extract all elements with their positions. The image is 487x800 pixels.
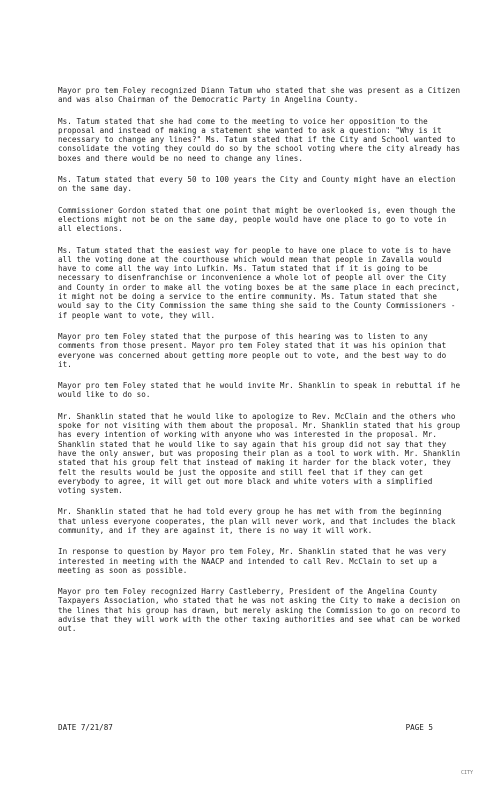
paragraph-shanklin-apology: Mr. Shanklin stated that he would like to apologize to Rev. McClain and the others who spoke for not visiting with them about the proposal. Mr. Shanklin stated that his group has every intention of working with anyone who was interested in the proposal. Mr. Shanklin stated that he would like to say again that his group did not say that they have the only answer, but was proposing their plan as a tool to work with. Mr. Shanklin stated that his group felt that instead of making it harder for the black voter, they felt the results would be just the opposite and still feel that if they can get everybody to agree, it will get out more black and white voters with a simplified voting system.	[58, 411, 461, 496]
paragraph-shanklin-naacp: In response to question by Mayor pro tem Foley, Mr. Shanklin stated that he was very interested in meeting with the NAACP and intended to call Rev. McClain to set up a meeting as soon as possible.	[58, 547, 447, 575]
paragraph-shanklin-cooperation: Mr. Shanklin stated that he had told every group he has met with from the beginning that unless everyone cooperates, the plan will never work, and that includes the black community, and if they are against it, there is no way it will work.	[58, 507, 456, 535]
footer-page-number: PAGE 5	[405, 723, 433, 732]
page-footer	[58, 723, 433, 732]
paragraph-tatum-courthouse: Ms. Tatum stated that the easiest way for people to have one place to vote is to have all the voting done at the courthouse which would mean that people in Zavalla would have to come all the way into Lufkin. Ms. Tatum stated that if it is going to be necessary to disenfranchise or inconvenience a whole lot of people all over the City and County in order to make all the voting boxes be at the same place in each precinct, it might not be doing a service to the entire community. Ms. Tatum stated that she would say to the City Commission the same thing she said to the County Commissioners - if people want to vote, they will.	[58, 245, 461, 320]
footer-date: DATE 7/21/87	[58, 723, 113, 732]
paragraph-tatum-same-day: Ms. Tatum stated that every 50 to 100 years the City and County might have an election on the same day.	[58, 175, 456, 194]
paragraph-castleberry: Mayor pro tem Foley recognized Harry Castleberry, President of the Angelina County Taxpayers Association, who stated that he was not asking the City to make a decision on the lines that his group has drawn, but merely asking the Commission to go on record to advise that they will work with the other taxing authorities and see what can be worked out.	[58, 587, 461, 634]
paragraph-foley-rebuttal: Mayor pro tem Foley stated that he would invite Mr. Shanklin to speak in rebuttal if he would like to do so.	[58, 381, 461, 400]
corner-mark: CITY	[460, 770, 473, 776]
paragraph-tatum-opposition: Ms. Tatum stated that she had come to the meeting to voice her opposition to the proposal and instead of making a statement she wanted to ask a question: "Why is it necessary to change any lines?" Ms. Tatum stated that if the City and School wanted to consolidate the voting they could do so by the school voting where the city already has boxes and there would be no need to change any lines.	[58, 116, 461, 163]
paragraph-tatum-intro: Mayor pro tem Foley recognized Diann Tatum who stated that she was present as a Citizen and was also Chairman of the Democratic Party in Angelina County.	[58, 86, 461, 105]
paragraph-foley-purpose: Mayor pro tem Foley stated that the purpose of this hearing was to listen to any comments from those present. Mayor pro tem Foley stated that it was his opinion that everyone was concerned about getting more people out to vote, and the best way to do it.	[58, 331, 447, 369]
paragraph-gordon: Commissioner Gordon stated that one point that might be overlooked is, even though the elections might not be on the same day, people would have one place to go to vote in all elections.	[58, 205, 456, 234]
